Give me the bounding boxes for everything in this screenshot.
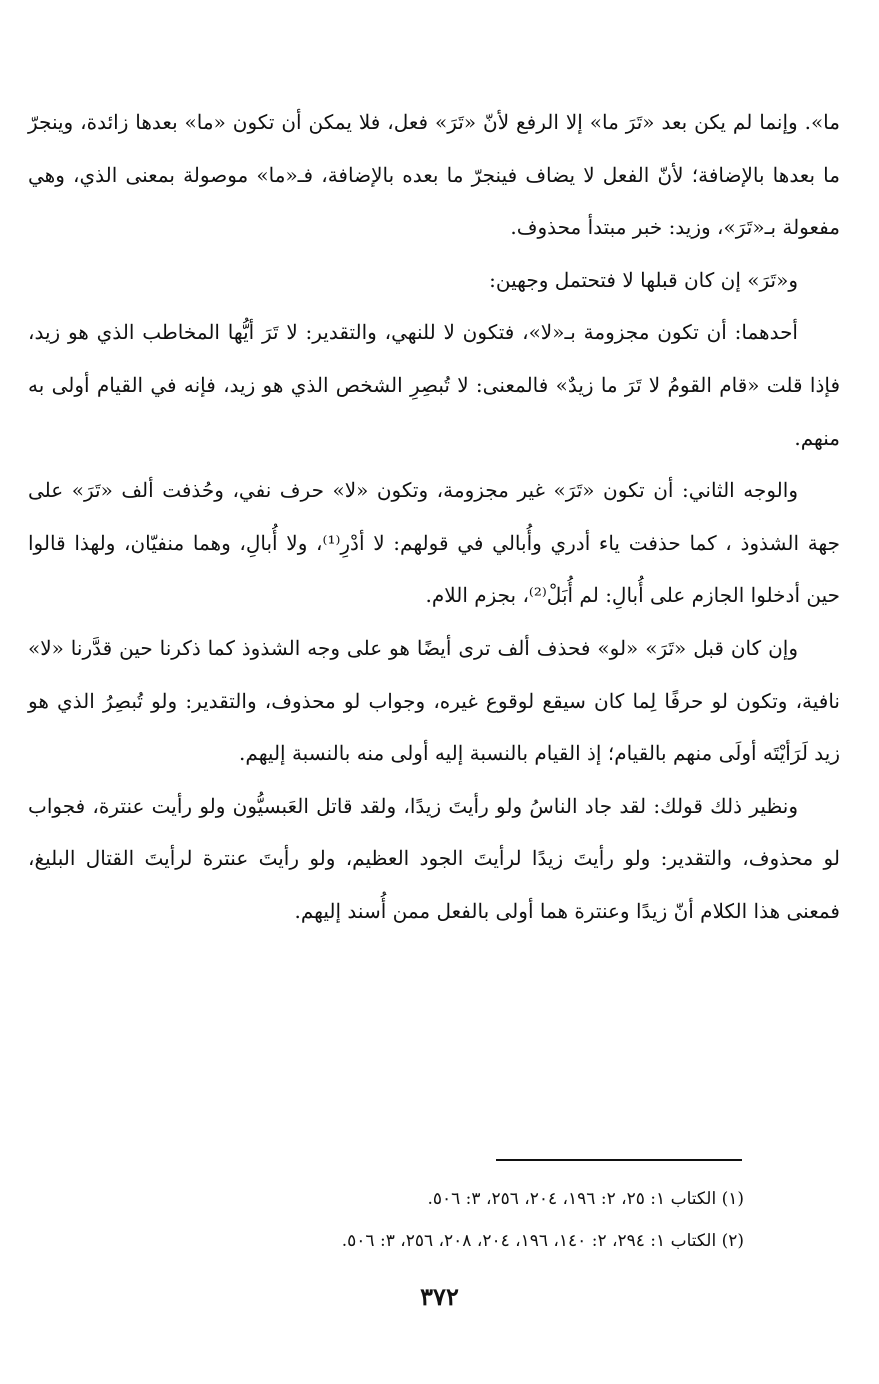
paragraph-6: ونظير ذلك قولك: لقد جاد الناسُ ولو رأيتَ زيدًا، ولقد قاتل العَبسيُّون ولو رأيت عنترة، فجواب لو محذوف، والتقدير: ولو رأيتَ زيدًا لرأيتَ الجود العظيم، ولو رأيتَ عنترة لرأيتَ القتال البليغ، فمعنى هذا الكلام أنّ زيدًا وعنترة هما أولى بالفعل ممن أُسند إليهم. xyxy=(28,793,840,923)
footnotes xyxy=(120,1178,744,1262)
footnote-1: (١) الكتاب ١: ٢٥، ٢: ١٩٦، ٢٠٤، ٢٥٦، ٣: ٥٠٦. xyxy=(427,1189,744,1209)
main-text xyxy=(28,96,840,938)
paragraph-4: والوجه الثاني: أن تكون «تَرَ» غير مجزومة، وتكون «لا» حرف نفي، وحُذفت ألف «تَرَ» على جهة الشذوذ ، كما حذفت ياء أدري وأُبالي في قولهم: لا أدْرِ⁽¹⁾، ولا أُبالِ، وهما منفيّان، ولهذا قالوا حين أدخلوا الجازم على أُبالِ: لم أُبَلْ⁽²⁾، بجزم اللام. xyxy=(28,478,840,608)
paragraph-3: أحدهما: أن تكون مجزومة بـ«لا»، فتكون لا للنهي، والتقدير: لا تَرَ أيُّها المخاطب الذي هو زيد، فإذا قلت «قام القومُ لا تَرَ ما زيدٌ» فالمعنى: لا تُبصِرِ الشخص الذي هو زيد، فإنه في القيام أولى به منهم. xyxy=(28,320,841,450)
footnote-separator xyxy=(496,1159,742,1161)
paragraph-2: و«تَرَ» إن كان قبلها لا فتحتمل وجهين: xyxy=(489,267,798,292)
paragraph-1: ما». وإنما لم يكن بعد «تَرَ ما» إلا الرفع لأنّ «تَرَ» فعل، فلا يمكن أن تكون «ما» بعدها زائدة، وينجرّ ما بعدها بالإضافة؛ لأنّ الفعل لا يضاف فينجرّ ما بعده بالإضافة، فـ«ما» موصولة بمعنى الذي، وهي مفعولة بـ«تَرَ»، وزيد: خبر مبتدأ محذوف. xyxy=(28,110,840,240)
footnote-2: (٢) الكتاب ١: ٢٩٤، ٢: ١٤٠، ١٩٦، ٢٠٤، ٢٠٨، ٢٥٦، ٣: ٥٠٦. xyxy=(341,1231,744,1251)
page-number: ٣٧٢ xyxy=(420,1282,459,1311)
paragraph-5: وإن كان قبل «تَرَ» «لو» فحذف ألف ترى أيضًا هو على وجه الشذوذ كما ذكرنا حين قدَّرنا «لا» نافية، وتكون لو حرفًا لِما كان سيقع لوقوع غيره، وجواب لو محذوف، والتقدير: ولو تُبصِرُ الذي هو زيد لَرَأيْتَه أولَى منهم بالقيام؛ إذ القيام بالنسبة إليه أولى منه بالنسبة إليهم. xyxy=(28,635,840,766)
